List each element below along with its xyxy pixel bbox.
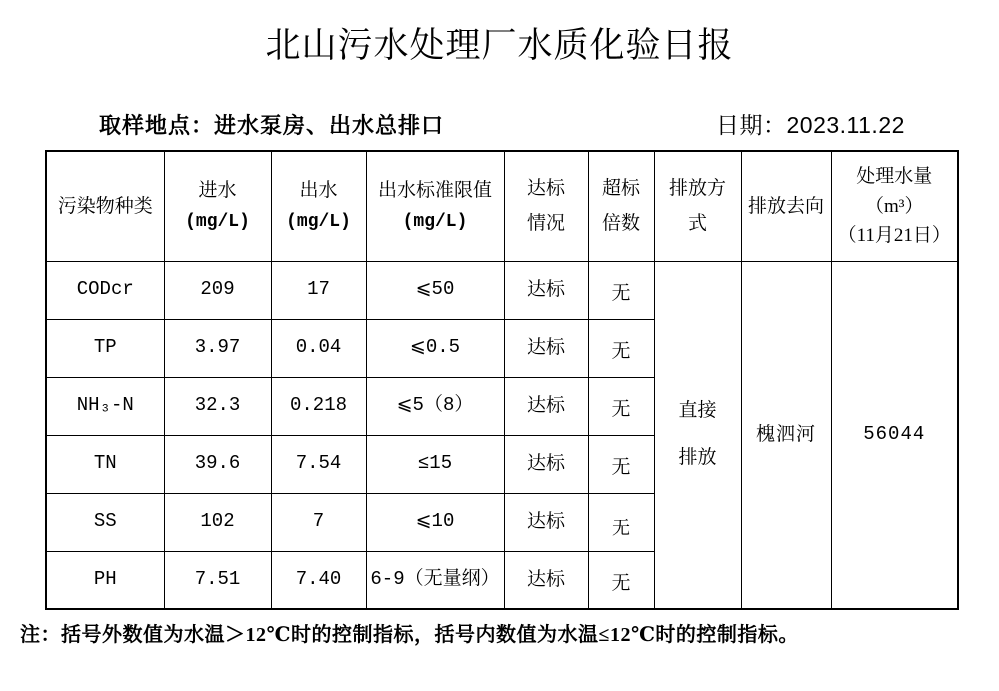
- exceed-ratio-value: 无: [588, 551, 654, 609]
- pollutant-name: TP: [46, 319, 164, 377]
- discharge-mode-value: 直接排放: [654, 261, 741, 609]
- header-exceed-ratio: 超标倍数: [588, 151, 654, 261]
- influent-value: 102: [164, 493, 271, 551]
- table-row-codcr: [46, 261, 958, 319]
- compliance-status: 达标: [504, 261, 588, 319]
- header-volume-title: 处理水量: [856, 166, 933, 188]
- effluent-value: 0.218: [271, 377, 366, 435]
- sampling-location: 取样地点：进水泵房、出水总排口: [99, 113, 445, 138]
- effluent-value: 17: [271, 261, 366, 319]
- influent-value: 39.6: [164, 435, 271, 493]
- limit-value: 6-9（无量纲）: [366, 551, 504, 609]
- compliance-status: 达标: [504, 551, 588, 609]
- header-limit: [366, 151, 504, 261]
- table-header-row: [46, 151, 958, 261]
- influent-value: 32.3: [164, 377, 271, 435]
- header-volume-date: （11月21日）: [837, 224, 951, 246]
- report-date: 日期：2023.11.22: [716, 112, 905, 138]
- header-pollutant: 污染物种类: [46, 151, 164, 261]
- exceed-ratio-value: 无: [588, 261, 654, 319]
- influent-value: 7.51: [164, 551, 271, 609]
- limit-value: ⩽50: [366, 261, 504, 319]
- exceed-ratio-value: 无: [588, 377, 654, 435]
- header-influent-title: 进水: [198, 180, 237, 202]
- compliance-status: 达标: [504, 493, 588, 551]
- water-quality-table: [45, 150, 959, 610]
- page-title: 北山污水处理厂水质化验日报: [265, 26, 734, 65]
- exceed-ratio-value: 无: [588, 493, 654, 551]
- effluent-value: 7: [271, 493, 366, 551]
- header-influent: [164, 151, 271, 261]
- limit-value: ≤15: [366, 435, 504, 493]
- header-volume-unit: （m³）: [865, 195, 924, 217]
- header-discharge-mode: 排放方式: [654, 151, 741, 261]
- limit-value: ⩽10: [366, 493, 504, 551]
- pollutant-name: CODcr: [46, 261, 164, 319]
- header-limit-unit: (mg/L): [402, 211, 468, 232]
- header-discharge-destination: 排放去向: [741, 151, 831, 261]
- pollutant-name: NH₃-N: [46, 377, 164, 435]
- pollutant-name: PH: [46, 551, 164, 609]
- footnote: 注：括号外数值为水温＞12℃时的控制指标，括号内数值为水温≤12℃时的控制指标。: [20, 624, 799, 646]
- limit-value: ⩽5（8）: [366, 377, 504, 435]
- header-treated-volume: [831, 151, 958, 261]
- header-effluent-title: 出水: [299, 180, 338, 202]
- discharge-destination-value: 槐泗河: [741, 261, 831, 609]
- header-effluent: [271, 151, 366, 261]
- pollutant-name: SS: [46, 493, 164, 551]
- limit-value: ⩽0.5: [366, 319, 504, 377]
- compliance-status: 达标: [504, 435, 588, 493]
- effluent-value: 7.40: [271, 551, 366, 609]
- exceed-ratio-value: 无: [588, 435, 654, 493]
- pollutant-name: TN: [46, 435, 164, 493]
- header-limit-title: 出水标准限值: [377, 180, 492, 202]
- compliance-status: 达标: [504, 377, 588, 435]
- header-effluent-unit: (mg/L): [286, 211, 351, 232]
- treated-volume-value: 56044: [831, 261, 958, 609]
- influent-value: 209: [164, 261, 271, 319]
- effluent-value: 7.54: [271, 435, 366, 493]
- exceed-ratio-value: 无: [588, 319, 654, 377]
- header-influent-unit: (mg/L): [185, 211, 250, 232]
- compliance-status: 达标: [504, 319, 588, 377]
- header-compliance: 达标情况: [504, 151, 588, 261]
- effluent-value: 0.04: [271, 319, 366, 377]
- influent-value: 3.97: [164, 319, 271, 377]
